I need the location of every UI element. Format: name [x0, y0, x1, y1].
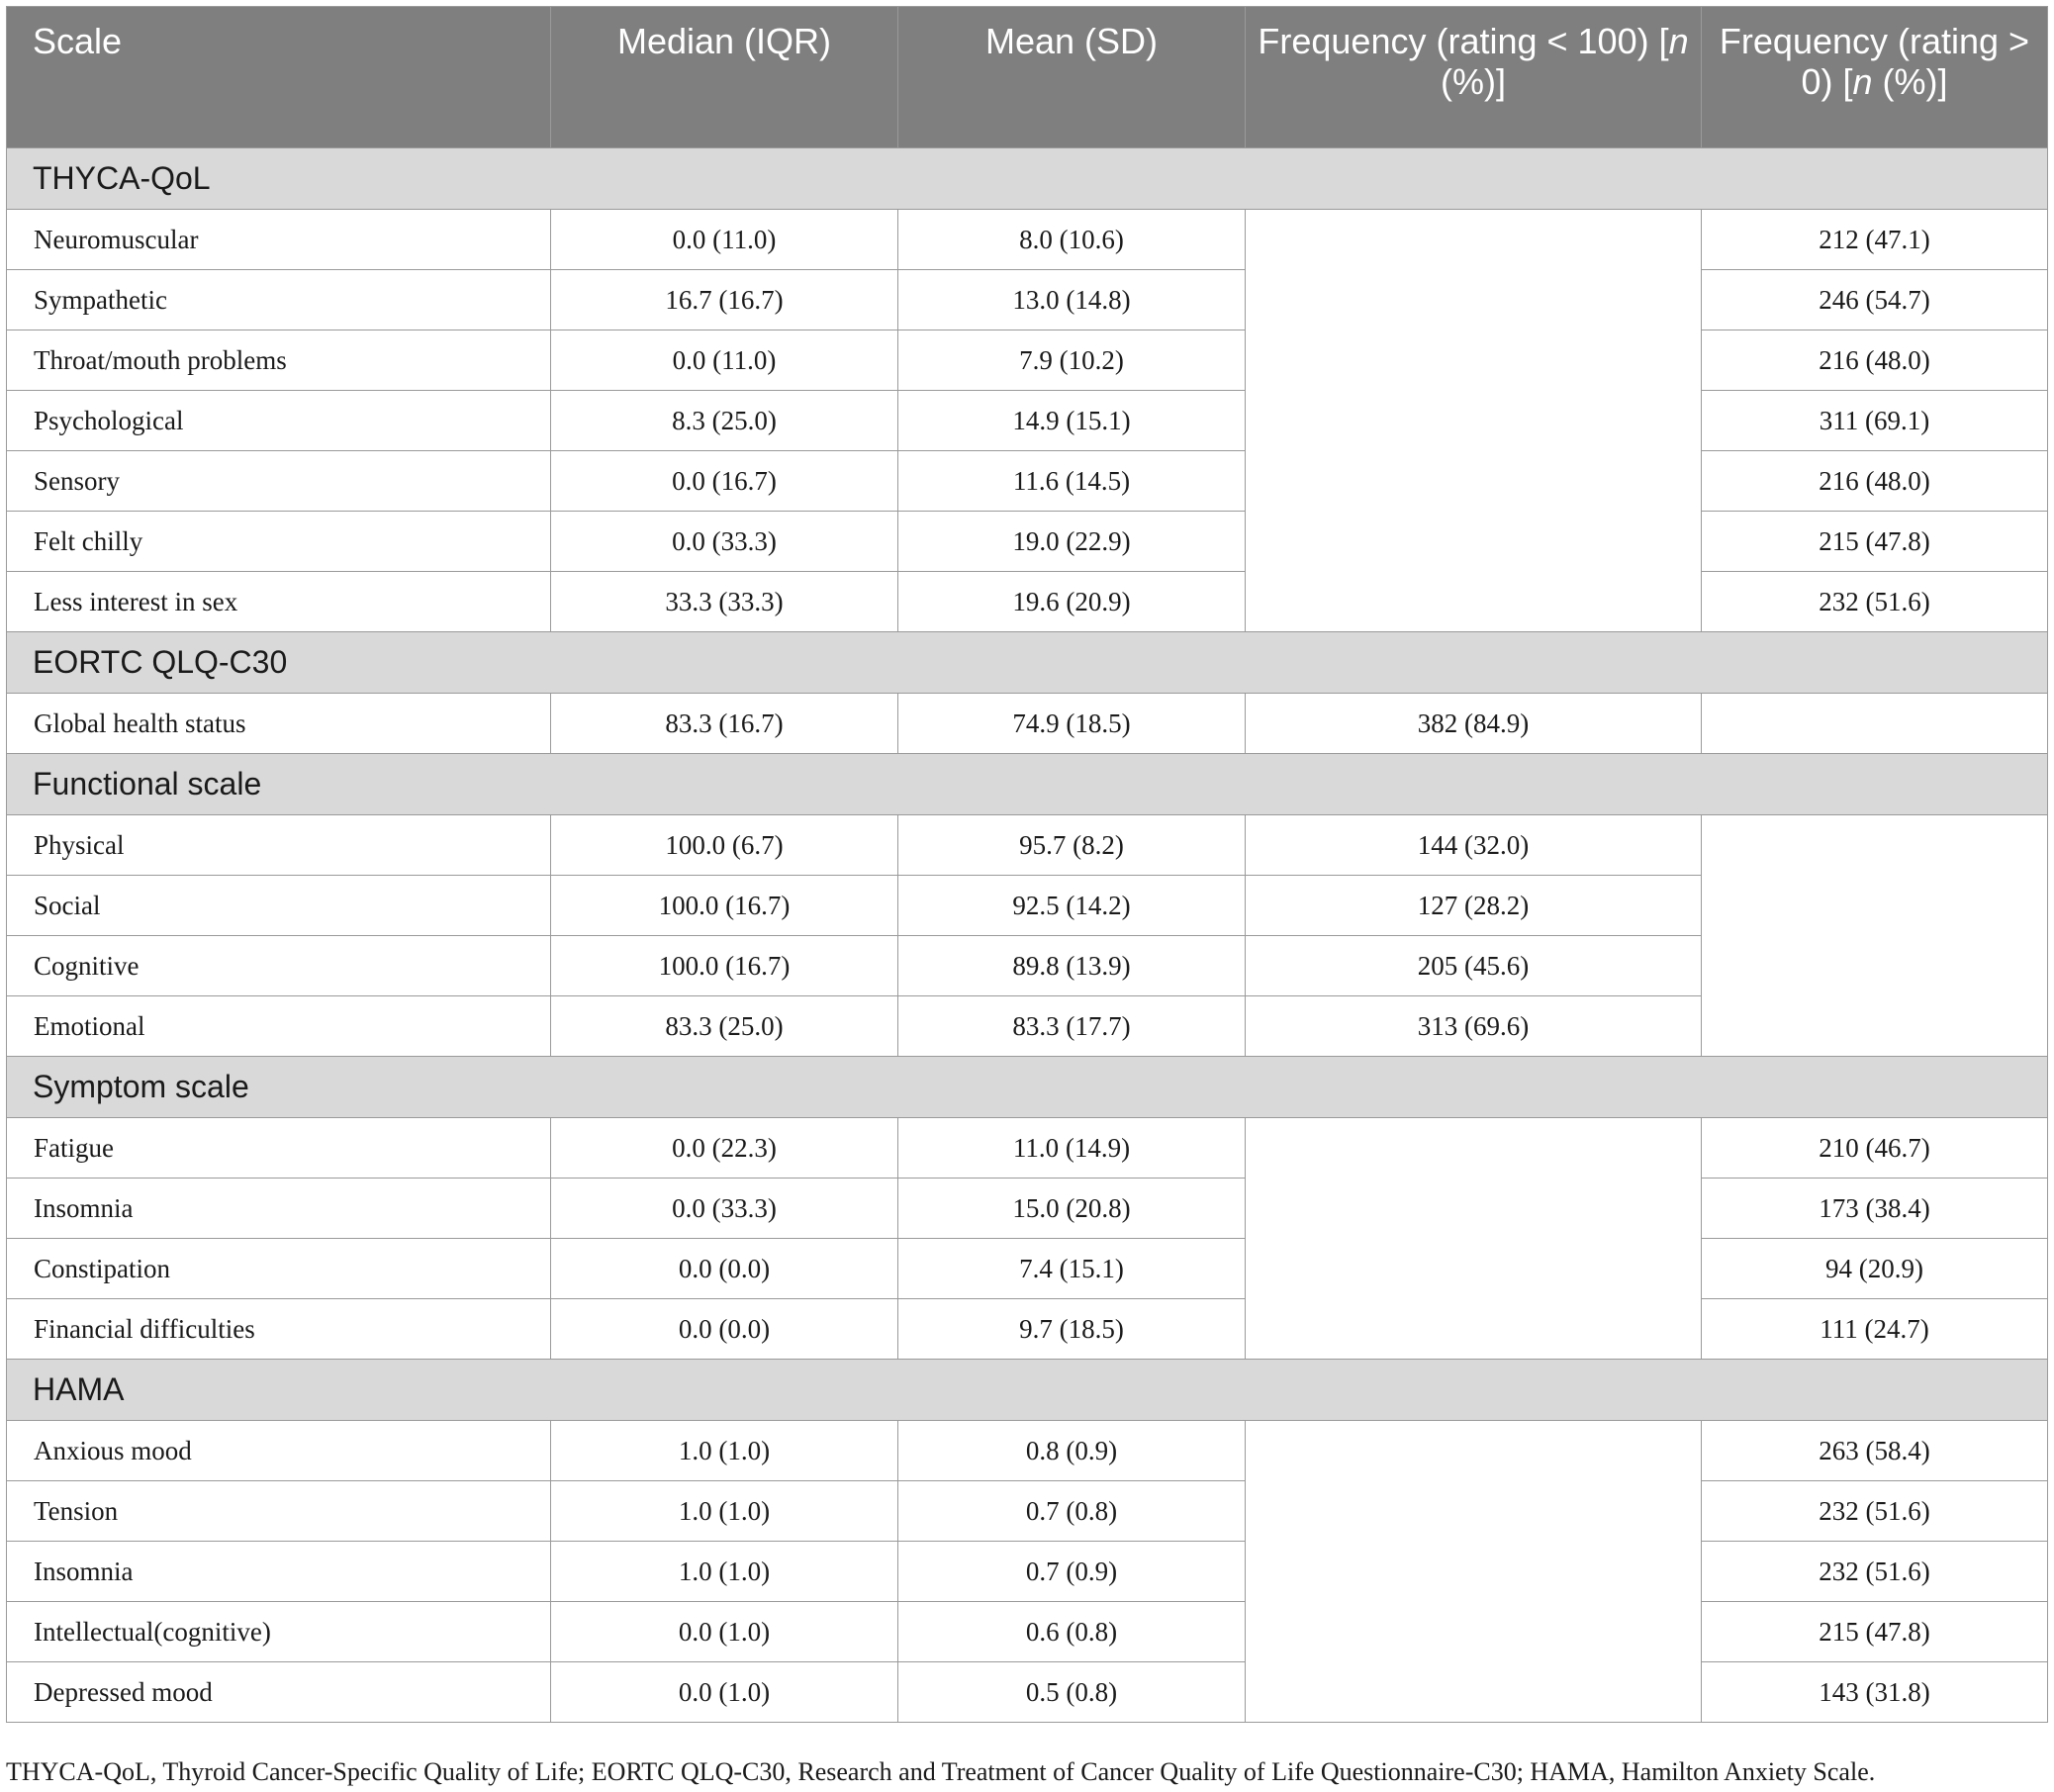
cell-freq-gt0: 263 (58.4): [1702, 1421, 2048, 1481]
cell-freq-lt100-empty: [1246, 210, 1702, 632]
cell-freq-gt0: 216 (48.0): [1702, 330, 2048, 391]
cell-freq-gt0: 232 (51.6): [1702, 572, 2048, 632]
table-row: [7, 815, 2048, 876]
col-header-mean: Mean (SD): [898, 7, 1246, 148]
section-row: [7, 632, 2048, 694]
cell-mean: 7.4 (15.1): [898, 1239, 1246, 1299]
cell-mean: 9.7 (18.5): [898, 1299, 1246, 1360]
table-row: [7, 1421, 2048, 1481]
cell-freq-lt100: 127 (28.2): [1246, 876, 1702, 936]
table-row: [7, 1179, 2048, 1239]
cell-median: 100.0 (16.7): [551, 936, 898, 996]
cell-mean: 11.6 (14.5): [898, 451, 1246, 512]
row-label: Insomnia: [7, 1179, 551, 1239]
table-row: [7, 512, 2048, 572]
col-header-freq-lt100-text: Frequency (rating < 100) [: [1258, 21, 1669, 61]
cell-mean: 92.5 (14.2): [898, 876, 1246, 936]
table-row: [7, 330, 2048, 391]
col-header-median: Median (IQR): [551, 7, 898, 148]
cell-median: 83.3 (16.7): [551, 694, 898, 754]
cell-freq-gt0: 94 (20.9): [1702, 1239, 2048, 1299]
cell-median: 0.0 (1.0): [551, 1662, 898, 1723]
cell-freq-gt0: 216 (48.0): [1702, 451, 2048, 512]
col-header-scale: Scale: [7, 7, 551, 148]
cell-freq-gt0-empty: [1702, 694, 2048, 754]
row-label: Less interest in sex: [7, 572, 551, 632]
cell-median: 16.7 (16.7): [551, 270, 898, 330]
cell-freq-gt0: 212 (47.1): [1702, 210, 2048, 270]
row-label: Depressed mood: [7, 1662, 551, 1723]
table-row: [7, 572, 2048, 632]
col-header-freq-gt0-text: Frequency (rating > 0) [: [1719, 21, 2030, 102]
row-label: Fatigue: [7, 1118, 551, 1179]
col-header-freq-lt100-suffix: (%)]: [1441, 61, 1506, 102]
row-label: Cognitive: [7, 936, 551, 996]
cell-freq-gt0: 232 (51.6): [1702, 1481, 2048, 1542]
section-row: [7, 1057, 2048, 1118]
cell-median: 0.0 (11.0): [551, 210, 898, 270]
cell-freq-gt0: 246 (54.7): [1702, 270, 2048, 330]
section-row: [7, 1360, 2048, 1421]
section-title: Symptom scale: [7, 1057, 2048, 1118]
row-label: Tension: [7, 1481, 551, 1542]
cell-mean: 83.3 (17.7): [898, 996, 1246, 1057]
row-label: Sensory: [7, 451, 551, 512]
cell-freq-gt0: 111 (24.7): [1702, 1299, 2048, 1360]
cell-mean: 74.9 (18.5): [898, 694, 1246, 754]
table-row: [7, 1481, 2048, 1542]
col-header-freq-gt0-n: n: [1852, 61, 1873, 102]
table-row: [7, 1118, 2048, 1179]
cell-mean: 15.0 (20.8): [898, 1179, 1246, 1239]
cell-median: 0.0 (33.3): [551, 512, 898, 572]
cell-freq-gt0-empty: [1702, 815, 2048, 1057]
row-label: Insomnia: [7, 1542, 551, 1602]
cell-freq-lt100: 144 (32.0): [1246, 815, 1702, 876]
cell-mean: 11.0 (14.9): [898, 1118, 1246, 1179]
row-label: Emotional: [7, 996, 551, 1057]
col-header-freq-lt100: [1246, 7, 1702, 148]
cell-median: 0.0 (0.0): [551, 1239, 898, 1299]
table-row: [7, 1662, 2048, 1723]
section-title: HAMA: [7, 1360, 2048, 1421]
cell-median: 0.0 (11.0): [551, 330, 898, 391]
cell-mean: 13.0 (14.8): [898, 270, 1246, 330]
cell-median: 1.0 (1.0): [551, 1481, 898, 1542]
cell-freq-lt100: 382 (84.9): [1246, 694, 1702, 754]
row-label: Global health status: [7, 694, 551, 754]
cell-mean: 0.7 (0.8): [898, 1481, 1246, 1542]
row-label: Felt chilly: [7, 512, 551, 572]
cell-freq-lt100-empty: [1246, 1421, 1702, 1723]
row-label: Physical: [7, 815, 551, 876]
cell-freq-gt0: 311 (69.1): [1702, 391, 2048, 451]
section-title: THYCA-QoL: [7, 148, 2048, 210]
cell-freq-gt0: 210 (46.7): [1702, 1118, 2048, 1179]
table-row: [7, 1239, 2048, 1299]
row-label: Sympathetic: [7, 270, 551, 330]
table-row: [7, 1299, 2048, 1360]
table-row: [7, 1542, 2048, 1602]
col-header-freq-gt0-suffix: (%)]: [1872, 61, 1948, 102]
row-label: Intellectual(cognitive): [7, 1602, 551, 1662]
cell-median: 100.0 (6.7): [551, 815, 898, 876]
cell-median: 33.3 (33.3): [551, 572, 898, 632]
cell-mean: 19.6 (20.9): [898, 572, 1246, 632]
row-label: Throat/mouth problems: [7, 330, 551, 391]
row-label: Constipation: [7, 1239, 551, 1299]
cell-mean: 8.0 (10.6): [898, 210, 1246, 270]
cell-freq-lt100-empty: [1246, 1118, 1702, 1360]
section-title: Functional scale: [7, 754, 2048, 815]
table-row: [7, 270, 2048, 330]
table-row: [7, 694, 2048, 754]
cell-mean: 7.9 (10.2): [898, 330, 1246, 391]
cell-median: 0.0 (22.3): [551, 1118, 898, 1179]
cell-mean: 0.5 (0.8): [898, 1662, 1246, 1723]
table-row: [7, 391, 2048, 451]
cell-freq-lt100: 313 (69.6): [1246, 996, 1702, 1057]
cell-freq-gt0: 215 (47.8): [1702, 512, 2048, 572]
col-header-freq-lt100-n: n: [1668, 21, 1689, 61]
cell-mean: 0.6 (0.8): [898, 1602, 1246, 1662]
cell-freq-gt0: 143 (31.8): [1702, 1662, 2048, 1723]
section-title: EORTC QLQ-C30: [7, 632, 2048, 694]
cell-median: 100.0 (16.7): [551, 876, 898, 936]
col-header-freq-gt0: [1702, 7, 2048, 148]
row-label: Anxious mood: [7, 1421, 551, 1481]
cell-mean: 0.8 (0.9): [898, 1421, 1246, 1481]
data-table: [6, 6, 2048, 1723]
cell-freq-gt0: 215 (47.8): [1702, 1602, 2048, 1662]
cell-mean: 19.0 (22.9): [898, 512, 1246, 572]
cell-mean: 14.9 (15.1): [898, 391, 1246, 451]
cell-median: 0.0 (0.0): [551, 1299, 898, 1360]
table-row: [7, 451, 2048, 512]
cell-median: 0.0 (16.7): [551, 451, 898, 512]
cell-freq-gt0: 173 (38.4): [1702, 1179, 2048, 1239]
cell-median: 1.0 (1.0): [551, 1542, 898, 1602]
cell-freq-lt100: 205 (45.6): [1246, 936, 1702, 996]
row-label: Social: [7, 876, 551, 936]
cell-median: 0.0 (33.3): [551, 1179, 898, 1239]
cell-median: 0.0 (1.0): [551, 1602, 898, 1662]
table-footnote: THYCA-QoL, Thyroid Cancer-Specific Quality of Life; EORTC QLQ-C30, Research and Treatment of Cancer Quality of Life Questionnaire-C30; HAMA, Hamilton Anxiety Scale.: [6, 1757, 1876, 1786]
cell-median: 8.3 (25.0): [551, 391, 898, 451]
cell-median: 1.0 (1.0): [551, 1421, 898, 1481]
cell-median: 83.3 (25.0): [551, 996, 898, 1057]
row-label: Financial difficulties: [7, 1299, 551, 1360]
cell-mean: 95.7 (8.2): [898, 815, 1246, 876]
table-row: [7, 210, 2048, 270]
cell-freq-gt0: 232 (51.6): [1702, 1542, 2048, 1602]
row-label: Neuromuscular: [7, 210, 551, 270]
section-row: [7, 148, 2048, 210]
section-row: [7, 754, 2048, 815]
cell-mean: 89.8 (13.9): [898, 936, 1246, 996]
cell-mean: 0.7 (0.9): [898, 1542, 1246, 1602]
row-label: Psychological: [7, 391, 551, 451]
table-row: [7, 1602, 2048, 1662]
header-row: [7, 7, 2048, 148]
